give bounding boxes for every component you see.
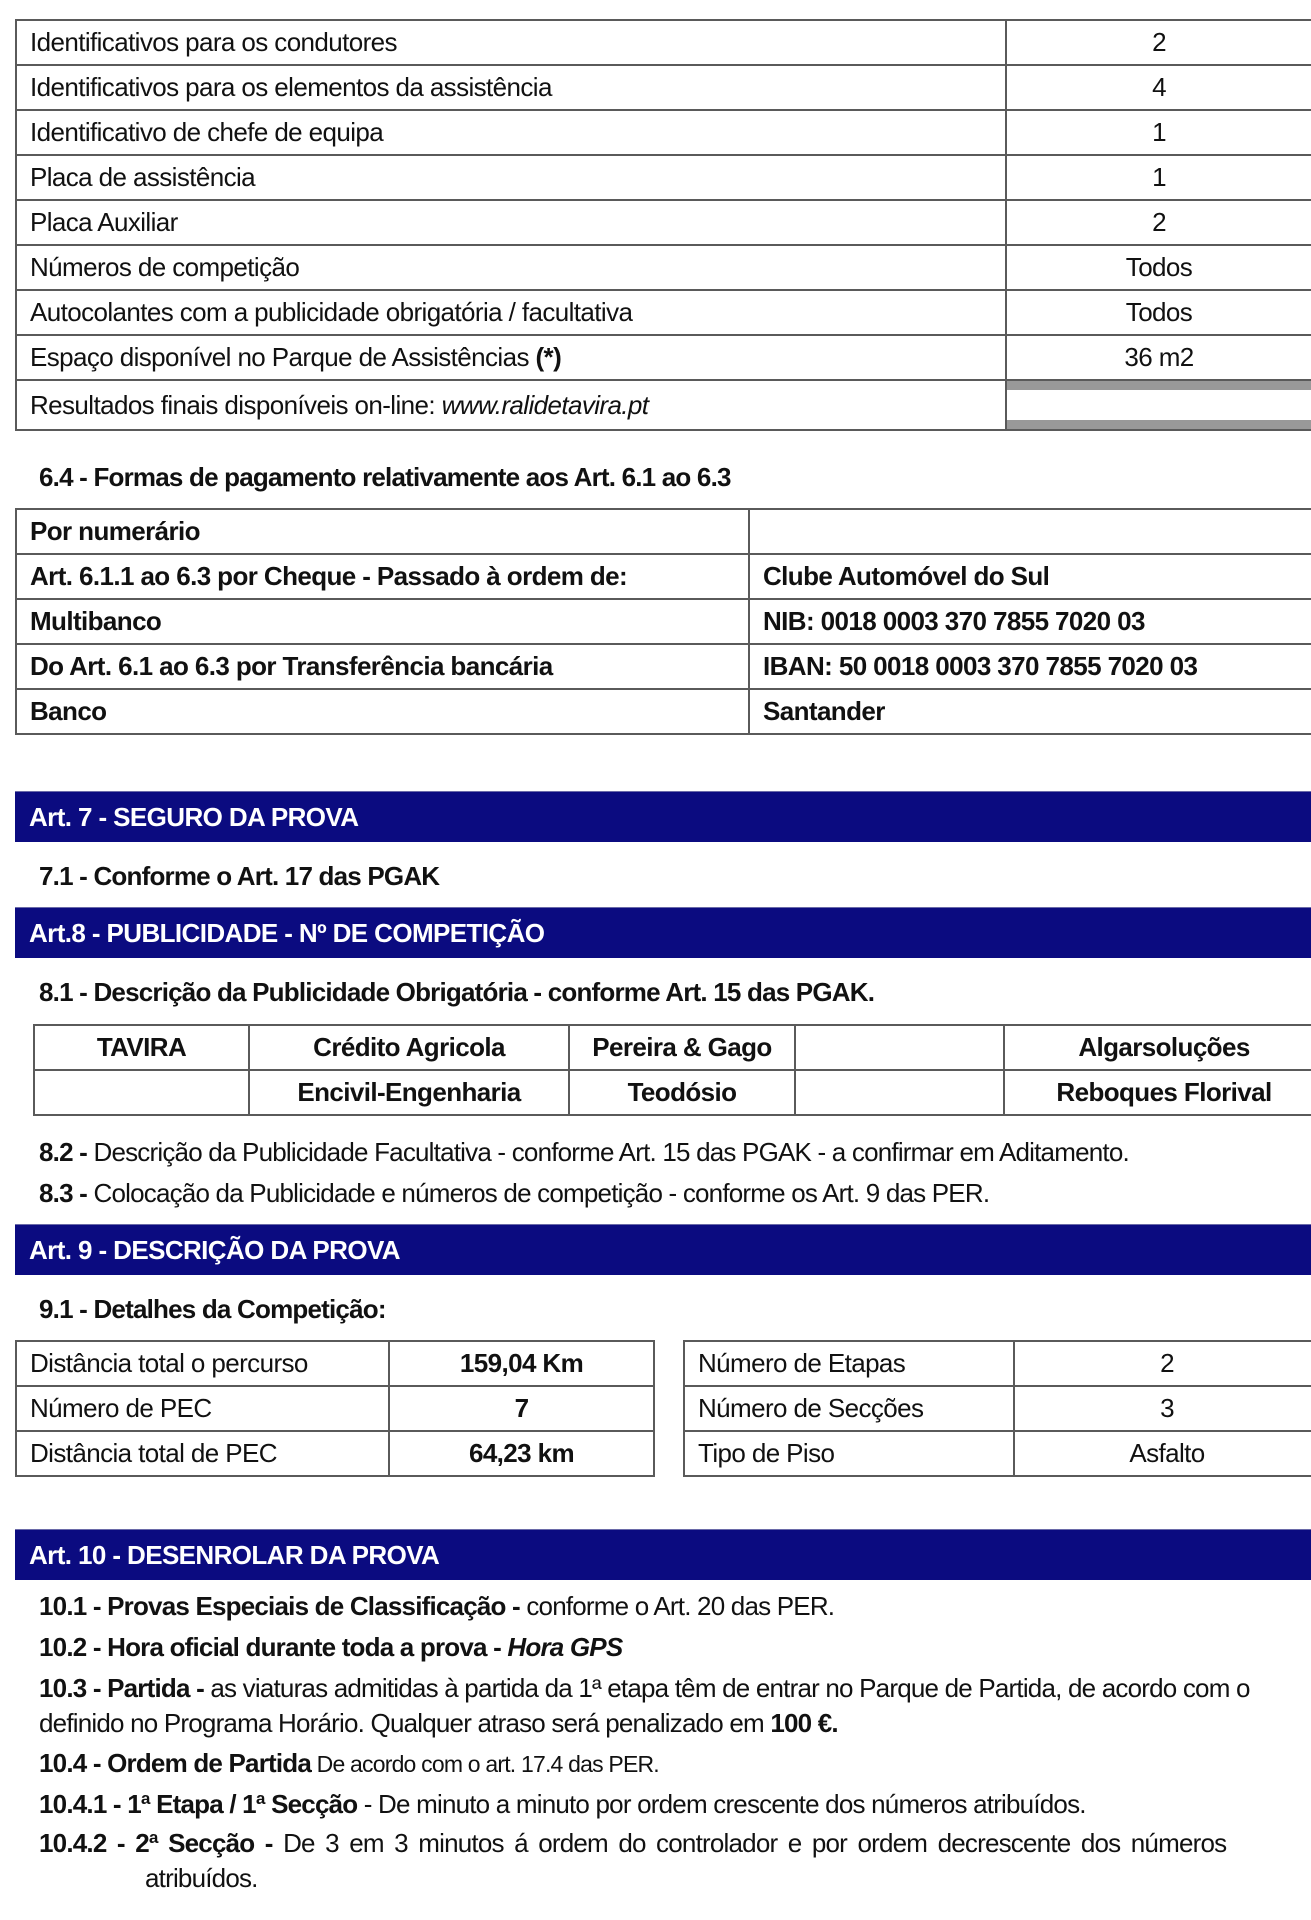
- payment-label: Banco: [16, 689, 749, 734]
- sponsor-cell: Teodósio: [569, 1070, 795, 1115]
- row-value: Todos: [1006, 245, 1311, 290]
- table-row: [16, 554, 1311, 599]
- row-label: Identificativo de chefe de equipa: [16, 110, 1006, 155]
- table-row: [684, 1431, 1311, 1476]
- payment-label: Do Art. 6.1 ao 6.3 por Transferência bancária: [16, 644, 749, 689]
- item-10-2: [39, 1630, 622, 1664]
- table-row: [16, 599, 1311, 644]
- item-title: 10.4.1 - 1ª Etapa / 1ª Secção: [39, 1789, 358, 1819]
- item-9-1: 9.1 - Detalhes da Competição:: [39, 1294, 386, 1324]
- detail-label: Número de PEC: [16, 1386, 389, 1431]
- item-10-3: [39, 1671, 1250, 1705]
- sponsor-cell: Crédito Agricola: [249, 1025, 569, 1070]
- row-value: 36 m2: [1006, 335, 1311, 380]
- item-10-4: [39, 1746, 659, 1781]
- item-8-1: 8.1 - Descrição da Publicidade Obrigatória - conforme Art. 15 das PGAK.: [39, 977, 875, 1007]
- table-row: [34, 1070, 1311, 1115]
- item-8-3: [39, 1176, 989, 1210]
- row-label-text: Resultados finais disponíveis on-line:: [30, 389, 435, 420]
- art7-header: Art. 7 - SEGURO DA PROVA: [15, 791, 1311, 842]
- art8-header: Art.8 - PUBLICIDADE - Nº DE COMPETIÇÃO: [15, 907, 1311, 958]
- table-row: [16, 155, 1311, 200]
- competition-details-left: [15, 1340, 655, 1477]
- payment-value: Clube Automóvel do Sul: [749, 554, 1311, 599]
- section-heading-6-4: 6.4 - Formas de pagamento relativamente aos Art. 6.1 ao 6.3: [39, 462, 731, 492]
- row-label: Placa de assistência: [16, 155, 1006, 200]
- row-value: 1: [1006, 110, 1311, 155]
- row-label: Identificativos para os condutores: [16, 20, 1006, 65]
- empty-value-box: [1006, 380, 1311, 430]
- item-number: 8.3 -: [39, 1178, 88, 1208]
- results-link[interactable]: www.ralidetavira.pt: [441, 389, 649, 420]
- detail-value: 7: [389, 1386, 654, 1431]
- item-text: definido no Programa Horário. Qualquer atraso será penalizado em: [39, 1708, 771, 1738]
- art10-header: Art. 10 - DESENROLAR DA PROVA: [15, 1529, 1311, 1580]
- detail-value: Asfalto: [1014, 1431, 1311, 1476]
- detail-label: Tipo de Piso: [684, 1431, 1014, 1476]
- item-text: De 3 em 3 minutos á ordem do controlador e por ordem decrescente dos números: [272, 1828, 1227, 1858]
- table-row: [16, 335, 1311, 380]
- table-row: [16, 380, 1311, 430]
- row-label: [16, 335, 1006, 380]
- item-7-1: 7.1 - Conforme o Art. 17 das PGAK: [39, 861, 440, 891]
- competition-details-right: [683, 1340, 1311, 1477]
- table-row: [16, 644, 1311, 689]
- payment-value: [749, 509, 1311, 554]
- item-text: conforme o Art. 20 das PER.: [519, 1591, 835, 1621]
- table-row: [16, 245, 1311, 290]
- item-text: - De minuto a minuto por ordem crescente dos números atribuídos.: [357, 1789, 1086, 1819]
- row-label: [16, 380, 1006, 430]
- table-row: [16, 290, 1311, 335]
- table-row: [684, 1341, 1311, 1386]
- detail-label: Distância total de PEC: [16, 1431, 389, 1476]
- table-row: [684, 1386, 1311, 1431]
- item-10-1: [39, 1589, 834, 1623]
- payment-label: Por numerário: [16, 509, 749, 554]
- row-value: 4: [1006, 65, 1311, 110]
- item-text: Descrição da Publicidade Facultativa - conforme Art. 15 das PGAK - a confirmar em Aditamento.: [93, 1137, 1129, 1167]
- sponsors-table: [33, 1024, 1311, 1116]
- item-title: 10.4 - Ordem de Partida: [39, 1748, 312, 1778]
- sponsor-cell: Algarsoluções: [1004, 1025, 1311, 1070]
- table-row: [16, 1341, 654, 1386]
- table-row: [16, 1431, 654, 1476]
- payment-value: NIB: 0018 0003 370 7855 7020 03: [749, 599, 1311, 644]
- table-row: [16, 200, 1311, 245]
- item-8-2: [39, 1135, 1129, 1169]
- item-text: Colocação da Publicidade e números de competição - conforme os Art. 9 das PER.: [93, 1178, 990, 1208]
- table-row: [16, 689, 1311, 734]
- table-row: [16, 65, 1311, 110]
- sponsor-cell: Encivil-Engenharia: [249, 1070, 569, 1115]
- item-title: 10.4.2 - 2ª Secção -: [39, 1828, 273, 1858]
- art9-header: Art. 9 - DESCRIÇÃO DA PROVA: [15, 1224, 1311, 1275]
- payment-value: IBAN: 50 0018 0003 370 7855 7020 03: [749, 644, 1311, 689]
- row-label-text: Espaço disponível no Parque de Assistências: [30, 342, 529, 372]
- payment-value: Santander: [749, 689, 1311, 734]
- row-value: 2: [1006, 20, 1311, 65]
- item-text: Hora GPS: [500, 1632, 623, 1662]
- sponsor-cell: [795, 1070, 1004, 1115]
- empty-field: [1006, 381, 1311, 429]
- table-row: [34, 1025, 1311, 1070]
- payment-label: Multibanco: [16, 599, 749, 644]
- row-label: Autocolantes com a publicidade obrigatória / facultativa: [16, 290, 1006, 335]
- sponsor-cell: [795, 1025, 1004, 1070]
- row-label: Placa Auxiliar: [16, 200, 1006, 245]
- item-10-4-1: [39, 1787, 1086, 1821]
- sponsor-cell: Reboques Florival: [1004, 1070, 1311, 1115]
- table-row: [16, 509, 1311, 554]
- sponsor-cell: [34, 1070, 249, 1115]
- sponsor-cell: Pereira & Gago: [569, 1025, 795, 1070]
- detail-label: Número de Etapas: [684, 1341, 1014, 1386]
- row-value: 1: [1006, 155, 1311, 200]
- detail-value: 3: [1014, 1386, 1311, 1431]
- item-text: as viaturas admitidas à partida da 1ª etapa têm de entrar no Parque de Partida, de acordo com o: [203, 1673, 1250, 1703]
- requirements-table: [15, 19, 1311, 431]
- table-row: [16, 1386, 654, 1431]
- item-10-4-2: [39, 1826, 1311, 1860]
- item-title: 10.2 - Hora oficial durante toda a prova -: [39, 1632, 501, 1662]
- row-value: Todos: [1006, 290, 1311, 335]
- row-value: 2: [1006, 200, 1311, 245]
- item-text: De acordo com o art. 17.4 das PER.: [311, 1751, 659, 1777]
- table-row: [16, 20, 1311, 65]
- row-label: Números de competição: [16, 245, 1006, 290]
- penalty-amount: 100 €.: [770, 1708, 838, 1738]
- footnote-marker: (*): [535, 342, 562, 372]
- payment-label: Art. 6.1.1 ao 6.3 por Cheque - Passado à ordem de:: [16, 554, 749, 599]
- item-title: 10.1 - Provas Especiais de Classificação -: [39, 1591, 520, 1621]
- item-title: 10.3 - Partida -: [39, 1673, 204, 1703]
- table-row: [16, 110, 1311, 155]
- detail-label: Número de Secções: [684, 1386, 1014, 1431]
- detail-value: 159,04 Km: [389, 1341, 654, 1386]
- payment-table: [15, 508, 1311, 735]
- detail-label: Distância total o percurso: [16, 1341, 389, 1386]
- row-label: Identificativos para os elementos da assistência: [16, 65, 1006, 110]
- detail-value: 2: [1014, 1341, 1311, 1386]
- detail-value: 64,23 km: [389, 1431, 654, 1476]
- item-text: atribuídos.: [145, 1863, 258, 1893]
- sponsor-cell: TAVIRA: [34, 1025, 249, 1070]
- item-10-4-2-cont: [145, 1861, 258, 1895]
- item-number: 8.2 -: [39, 1137, 88, 1167]
- item-10-3-cont: [39, 1706, 838, 1740]
